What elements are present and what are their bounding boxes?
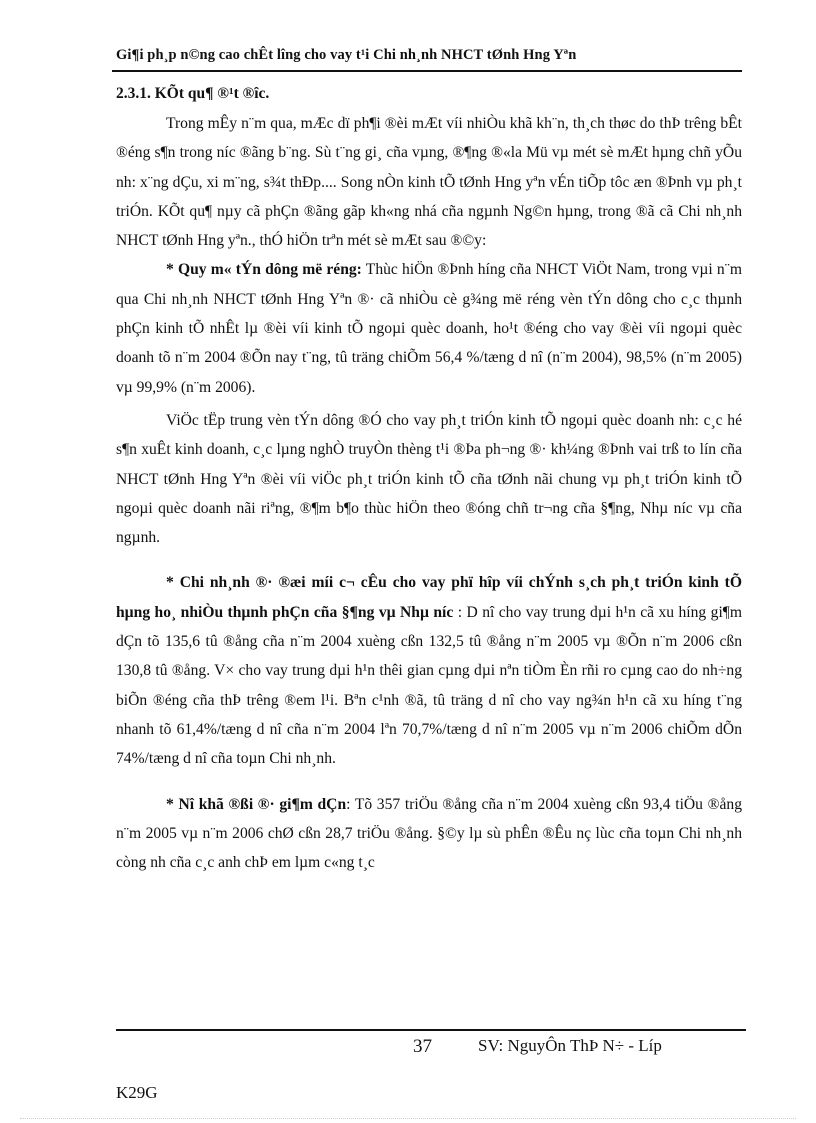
page-body [116,83,742,877]
paragraph-loan-structure [116,568,742,773]
paragraph-text: : D nî cho vay trung dµi h¹n cã xu híng gi¶m dÇn tõ 135,6 tû ®ång cña n¨m 2004 xuèng cßn 132,5 tû ®ång n¨m 2005 vµ ®Õn n¨m 2006 cßn 130,8 tû ®ång. V× cho vay trung dµi h¹n thêi gian cµng dµi nªn tiÒm Èn rñi ro cµng cao do nh÷ng biÕn ®éng cña thÞ trêng ®em l¹i. Bªn c¹nh ®ã, tû träng d nî cho vay ng¾n h¹n cã xu híng t¨ng nhanh tõ 61,4%/tæng d nî cña n¨m 2004 lªn 70,7%/tæng d nî n¨m 2005 vµ n¨m 2006 chiÕm dÕn 74%/tæng d nî cña toµn Chi nh¸nh. [116,603,742,768]
header-rule [112,70,742,72]
paragraph-credit-scale [116,255,742,401]
section-heading: 2.3.1. KÕt qu¶ ®¹t ®îc. [116,85,270,102]
paragraph-lead: * Nî khã ®ßi ®· gi¶m dÇn [166,795,347,813]
footer-class: K29G [116,1083,158,1102]
paragraph-bad-debt [116,790,742,878]
paragraph-results-intro [116,109,742,255]
footer-rule [116,1029,746,1031]
running-header: Gi¶i ph¸p n©ng cao chÊt lîng cho vay t¹i Chi nh¸nh NHCT tØnh Hng Yªn [116,47,577,63]
paragraph-lead: * Quy m« tÝn dông më réng: [166,261,362,279]
page-edge [20,1118,796,1119]
page-number: 37 [413,1036,432,1057]
paragraph-credit-focus [116,406,742,552]
footer-student: SV: NguyÔn ThÞ N÷ - Líp [478,1036,662,1055]
paragraph-text: Trong mÊy n¨m qua, mÆc dï ph¶i ®èi mÆt víi nhiÒu khã kh¨n, th¸ch thøc do thÞ trêng bÊt ®éng s¶n trong níc ®ãng b¨ng. Sù t¨ng gi¸ cña vµng, ®¶ng ®«la Mü vµ mét sè mÆt hµng chñ yÕu nh: x¨ng dÇu, xi m¨ng, s¾t thÐp.... Song nÒn kinh tÕ tØnh Hng yªn vÉn tiÕp tôc æn ®Þnh vµ ph¸t triÓn. KÕt qu¶ nµy cã phÇn ®ãng gãp kh«ng nhá cña ngµnh Ng©n hµng, trong ®ã cã Chi nh¸nh NHCT tØnh Hng yªn., thÓ hiÖn trªn mét sè mÆt sau ®©y: [116,115,742,250]
paragraph-text: ViÖc tËp trung vèn tÝn dông ®Ó cho vay ph¸t triÓn kinh tÕ ngoµi quèc doanh nh: c¸c hé s¶n xuÊt kinh doanh, c¸c lµng nghÒ truyÒn thèng t¹i ®Þa ph¬ng ®· kh¼ng ®Þnh vai trß to lín cña NHCT tØnh Hng Yªn ®èi víi viÖc ph¸t triÓn kinh tÕ cña tØnh nãi chung vµ ph¸t triÓn kinh tÕ ngoµi quèc doanh nãi riªng, ®¶m b¶o thùc hiÖn theo ®óng chñ tr¬ng cña §¶ng, Nhµ níc vµ cña ngµnh. [116,411,742,547]
paragraph-text: : Tõ 357 triÖu ®ång cña n¨m 2004 xuèng cßn 93,4 tiÖu ®ång n¨m 2005 vµ n¨m 2006 chØ cßn 28,7 triÖu ®ång. §©y lµ sù phÊn ®Êu nç lùc cña toµn Chi nh¸nh còng nh cña c¸c anh chÞ em lµm c«ng t¸c [116,795,742,872]
paragraph-text: Thùc hiÖn ®Þnh híng cña NHCT ViÖt Nam, trong vµi n¨m qua Chi nh¸nh NHCT tØnh Hng Yªn ®· cã nhiÒu cè g¾ng më réng vèn tÝn dông cho c¸c thµnh phÇn kinh tÕ nhÊt lµ ®èi víi kinh tÕ ngoµi quèc doanh, ho¹t ®éng cho vay ®èi víi ngoµi quèc doanh tõ n¨m 2004 ®Õn nay t¨ng, tû träng chiÕm 56,4 %/tæng d nî (n¨m 2004), 98,5% (n¨m 2005) vµ 99,9% (n¨m 2006). [116,261,742,396]
paragraph-lead: * Chi nh¸nh ®· ®æi míi c¬ cÊu cho vay phï hîp víi chÝnh s¸ch ph¸t triÓn kinh tÕ hµng ho¸ nhiÒu thµnh phÇn cña §¶ng vµ Nhµ níc [116,574,742,621]
